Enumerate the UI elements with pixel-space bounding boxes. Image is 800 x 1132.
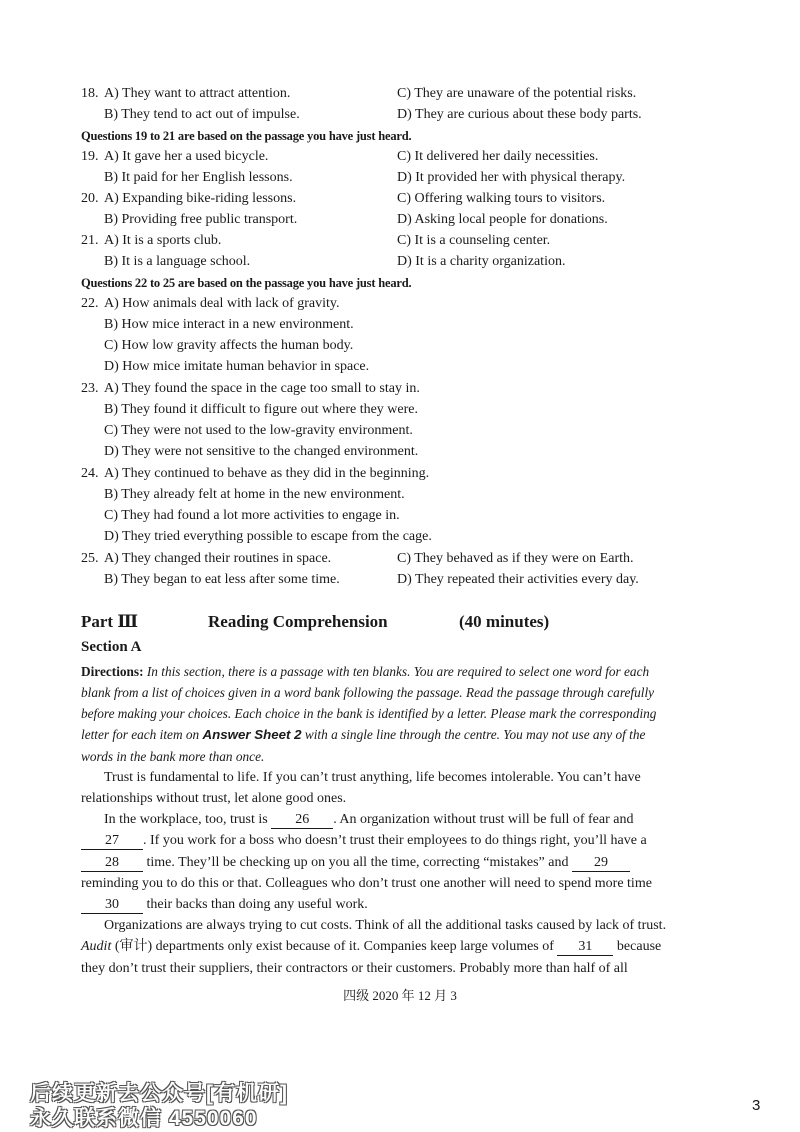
q19-option-c: C) It delivered her daily necessities. [397, 149, 599, 164]
q19-option-a: A) It gave her a used bicycle. [104, 149, 269, 164]
page-number: 3 [752, 1097, 761, 1114]
q23-option-b: B) They found it difficult to figure out where they were. [104, 402, 419, 417]
para2-line-5: 30 their backs than doing any useful work. [81, 896, 368, 914]
q25-option-b: B) They began to eat less after some time. [104, 572, 340, 587]
blank-29: 29 [572, 855, 630, 872]
para3-line-2: Audit (审计) departments only exist because of it. Companies keep large volumes of 31 because [81, 939, 662, 954]
q24-option-b: B) They already felt at home in the new environment. [104, 487, 405, 502]
directions-line-3: before making your choices. Each choice in the bank is identified by a letter. Please mark the corresponding [81, 706, 657, 721]
q23-number: 23. [81, 381, 99, 396]
para2-line-3: 28 time. They’ll be checking up on you all the time, correcting “mistakes” and 29 [81, 854, 630, 872]
q21-option-b: B) It is a language school. [104, 254, 251, 269]
q19-number: 19. [81, 149, 99, 164]
para3-line-1: Organizations are always trying to cut costs. Think of all the additional tasks caused by lack of trust. [104, 918, 667, 933]
page-footer: 四级 2020 年 12 月 3 [343, 988, 457, 1003]
answer-sheet-label: Answer Sheet 2 [202, 727, 302, 742]
q25-option-c: C) They behaved as if they were on Earth. [397, 551, 634, 566]
watermark-line-1: 后续更新去公众号[有机研] [30, 1082, 288, 1105]
q22-option-d: D) How mice imitate human behavior in space. [104, 359, 370, 374]
q19-option-b: B) It paid for her English lessons. [104, 170, 293, 185]
q18-number: 18. [81, 86, 99, 101]
q20-option-c: C) Offering walking tours to visitors. [397, 191, 606, 206]
q22-option-a: A) How animals deal with lack of gravity. [104, 296, 340, 311]
q22-number: 22. [81, 296, 99, 311]
para2-line-1: In the workplace, too, trust is 26 . An organization without trust will be full of fear and [104, 812, 634, 827]
q23-option-a: A) They found the space in the cage too small to stay in. [104, 381, 420, 396]
blank-28: 28 [81, 855, 143, 872]
q20-number: 20. [81, 191, 99, 206]
q23-option-c: C) They were not used to the low-gravity environment. [104, 423, 413, 438]
q24-option-d: D) They tried everything possible to escape from the cage. [104, 529, 432, 544]
blank-26: 26 [271, 812, 333, 829]
audit-gloss: (审计) [114, 939, 153, 954]
q22-option-b: B) How mice interact in a new environment. [104, 317, 354, 332]
part-title: Reading Comprehension [208, 612, 388, 631]
directions-line-4: letter for each item on Answer Sheet 2 with a single line through the centre. You may not use any of the [81, 727, 646, 742]
directions-label: Directions: [81, 664, 144, 679]
para1-line-2: relationships without trust, let alone good ones. [81, 791, 347, 806]
q18-option-d: D) They are curious about these body parts. [397, 107, 642, 122]
q25-option-a: A) They changed their routines in space. [104, 551, 332, 566]
para2-line-2: 27 . If you work for a boss who doesn’t trust their employees to do things right, you’ll have a [81, 832, 647, 850]
q25-option-d: D) They repeated their activities every day. [397, 572, 639, 587]
q22-option-c: C) How low gravity affects the human body. [104, 338, 354, 353]
watermark-line-2: 永久联系微信 4550060 [30, 1107, 258, 1130]
q20-option-a: A) Expanding bike-riding lessons. [104, 191, 297, 206]
directions-line-1: Directions: In this section, there is a passage with ten blanks. You are required to select one word for each [81, 664, 650, 679]
q24-option-c: C) They had found a lot more activities to engage in. [104, 508, 400, 523]
q25-number: 25. [81, 551, 99, 566]
para1-line-1: Trust is fundamental to life. If you can’t trust anything, life becomes intolerable. You can’t have [104, 770, 641, 785]
q18-option-c: C) They are unaware of the potential risks. [397, 86, 637, 101]
part-time: (40 minutes) [459, 612, 550, 631]
section-title: Section A [81, 639, 142, 655]
q21-option-c: C) It is a counseling center. [397, 233, 551, 248]
q18-option-b: B) They tend to act out of impulse. [104, 107, 300, 122]
questions-22-25-heading: Questions 22 to 25 are based on the passage you have just heard. [81, 276, 412, 290]
q23-option-d: D) They were not sensitive to the changed environment. [104, 444, 419, 459]
para2-line-4: reminding you to do this or that. Colleagues who don’t trust one another will need to spend more time [81, 876, 652, 891]
q18-option-a: A) They want to attract attention. [104, 86, 291, 101]
q21-option-d: D) It is a charity organization. [397, 254, 566, 269]
audit-term: Audit [81, 939, 112, 954]
blank-30: 30 [81, 897, 143, 914]
q20-option-d: D) Asking local people for donations. [397, 212, 608, 227]
directions-line-2: blank from a list of choices given in a word bank following the passage. Read the passage through carefully [81, 685, 655, 700]
q24-option-a: A) They continued to behave as they did in the beginning. [104, 466, 430, 481]
q21-number: 21. [81, 233, 99, 248]
blank-31: 31 [557, 939, 613, 956]
para3-line-3: they don’t trust their suppliers, their contractors or their customers. Probably more than half of all [81, 961, 628, 976]
q19-option-d: D) It provided her with physical therapy. [397, 170, 626, 185]
directions-line-5: words in the bank more than once. [81, 749, 265, 764]
part-label: Part Ⅲ [81, 612, 139, 631]
q20-option-b: B) Providing free public transport. [104, 212, 298, 227]
q21-option-a: A) It is a sports club. [104, 233, 222, 248]
questions-19-21-heading: Questions 19 to 21 are based on the passage you have just heard. [81, 129, 412, 143]
blank-27: 27 [81, 833, 143, 850]
q24-number: 24. [81, 466, 99, 481]
